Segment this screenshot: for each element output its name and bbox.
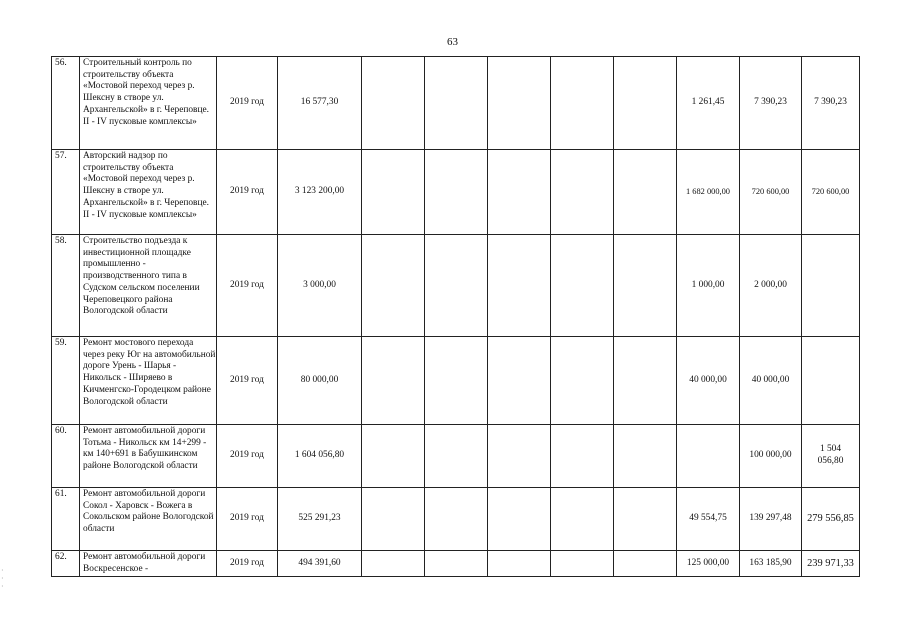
cell-col5 <box>362 150 425 235</box>
table-row <box>52 150 860 235</box>
row-year: 2019 год <box>217 425 278 488</box>
cell-col11: 100 000,00 <box>740 425 802 488</box>
cell-col12: 279 556,85 <box>802 488 860 551</box>
cell-col7 <box>488 551 551 577</box>
cell-col11: 720 600,00 <box>740 150 802 235</box>
cell-col8 <box>551 551 614 577</box>
scan-artifact: · · · <box>1 566 4 591</box>
table-row <box>52 488 860 551</box>
row-total: 3 123 200,00 <box>278 150 362 235</box>
cell-col5 <box>362 425 425 488</box>
row-year: 2019 год <box>217 488 278 551</box>
cell-col8 <box>551 337 614 425</box>
row-year: 2019 год <box>217 150 278 235</box>
cell-col6 <box>425 551 488 577</box>
row-year: 2019 год <box>217 337 278 425</box>
row-number: 56. <box>52 57 80 150</box>
row-number: 58. <box>52 235 80 337</box>
cell-col8 <box>551 150 614 235</box>
table-row <box>52 235 860 337</box>
cell-col11: 163 185,90 <box>740 551 802 577</box>
cell-col12: 1 504 056,80 <box>802 425 860 488</box>
cell-col11: 40 000,00 <box>740 337 802 425</box>
row-total: 525 291,23 <box>278 488 362 551</box>
cell-col5 <box>362 235 425 337</box>
row-year: 2019 год <box>217 551 278 577</box>
row-name: Ремонт мостового перехода через реку Юг на автомобильной дороге Урень - Шарья - Никольск - Ширяево в Кичменгско-Городецком районе Вологодской области <box>80 337 217 425</box>
cell-col8 <box>551 425 614 488</box>
cell-col9 <box>614 57 677 150</box>
cell-col12: 720 600,00 <box>802 150 860 235</box>
row-total: 80 000,00 <box>278 337 362 425</box>
row-name: Строительство подъезда к инвестиционной площадке промышленно - производственного типа в Судском сельском поселении Череповецкого района Вологодской области <box>80 235 217 337</box>
table-row <box>52 337 860 425</box>
cell-col6 <box>425 57 488 150</box>
cell-col6 <box>425 425 488 488</box>
row-name: Строительный контроль по строительству объекта «Мостовой переход через р. Шексну в створе ул. Архангельской» в г. Череповце. II - IV пусковые комплексы» <box>80 57 217 150</box>
row-total: 494 391,60 <box>278 551 362 577</box>
row-number: 57. <box>52 150 80 235</box>
cell-col10 <box>677 425 740 488</box>
row-number: 60. <box>52 425 80 488</box>
cell-col10: 1 000,00 <box>677 235 740 337</box>
row-year: 2019 год <box>217 57 278 150</box>
cell-col7 <box>488 150 551 235</box>
cell-col11: 7 390,23 <box>740 57 802 150</box>
cell-col6 <box>425 235 488 337</box>
cell-col10: 49 554,75 <box>677 488 740 551</box>
cell-col12 <box>802 235 860 337</box>
cell-col8 <box>551 488 614 551</box>
cell-col9 <box>614 425 677 488</box>
row-number: 62. <box>52 551 80 577</box>
cell-col9 <box>614 235 677 337</box>
table-row <box>52 551 860 577</box>
row-total: 3 000,00 <box>278 235 362 337</box>
row-name: Ремонт автомобильной дороги Тотьма - Никольск км 14+299 - км 140+691 в Бабушкинском районе Вологодской области <box>80 425 217 488</box>
cell-col6 <box>425 337 488 425</box>
table-row <box>52 57 860 150</box>
cell-col8 <box>551 57 614 150</box>
cell-col8 <box>551 235 614 337</box>
cell-col10: 1 682 000,00 <box>677 150 740 235</box>
cell-col9 <box>614 337 677 425</box>
row-name: Авторский надзор по строительству объекта «Мостовой переход через р. Шексну в створе ул. Архангельской» в г. Череповце. II - IV пусковые комплексы» <box>80 150 217 235</box>
cell-col12: 7 390,23 <box>802 57 860 150</box>
cell-col11: 2 000,00 <box>740 235 802 337</box>
row-number: 61. <box>52 488 80 551</box>
cell-col7 <box>488 57 551 150</box>
table-row <box>52 425 860 488</box>
cell-col12 <box>802 337 860 425</box>
row-name: Ремонт автомобильной дороги Воскресенское - <box>80 551 217 577</box>
budget-table <box>51 56 860 577</box>
cell-col6 <box>425 488 488 551</box>
page-number: 63 <box>447 36 458 48</box>
cell-col7 <box>488 488 551 551</box>
cell-col10: 125 000,00 <box>677 551 740 577</box>
cell-col11: 139 297,48 <box>740 488 802 551</box>
cell-col6 <box>425 150 488 235</box>
cell-col7 <box>488 337 551 425</box>
cell-col7 <box>488 425 551 488</box>
row-total: 1 604 056,80 <box>278 425 362 488</box>
cell-col5 <box>362 488 425 551</box>
cell-col10: 1 261,45 <box>677 57 740 150</box>
cell-col9 <box>614 551 677 577</box>
cell-col7 <box>488 235 551 337</box>
cell-col10: 40 000,00 <box>677 337 740 425</box>
cell-col5 <box>362 551 425 577</box>
row-total: 16 577,30 <box>278 57 362 150</box>
row-year: 2019 год <box>217 235 278 337</box>
cell-col9 <box>614 150 677 235</box>
row-name: Ремонт автомобильной дороги Сокол - Харовск - Вожега в Сокольском районе Вологодской области <box>80 488 217 551</box>
cell-col5 <box>362 57 425 150</box>
cell-col12: 239 971,33 <box>802 551 860 577</box>
cell-col5 <box>362 337 425 425</box>
row-number: 59. <box>52 337 80 425</box>
cell-col9 <box>614 488 677 551</box>
